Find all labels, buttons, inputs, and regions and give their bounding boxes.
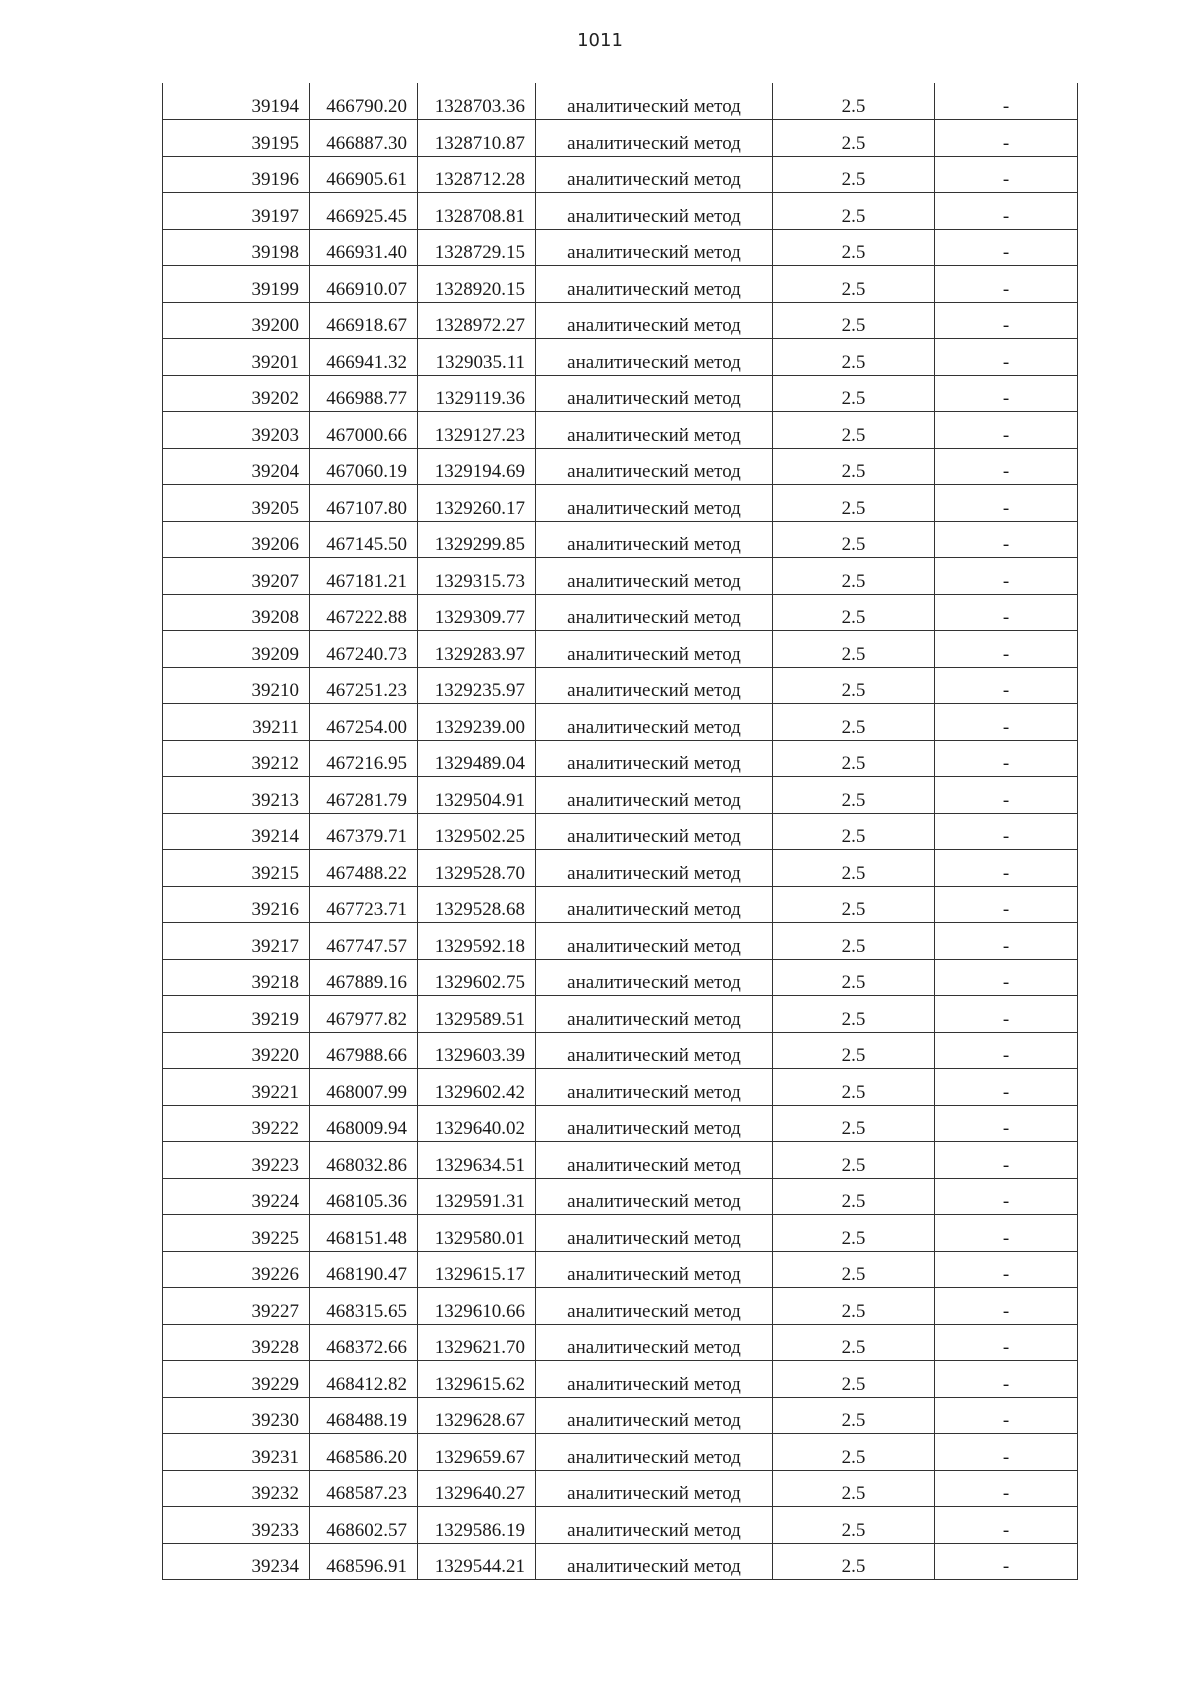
- accuracy-cell: 2.5: [773, 266, 935, 303]
- table-body: [163, 83, 1078, 1580]
- point-number-cell: 39234: [163, 1543, 310, 1580]
- point-number-cell: 39201: [163, 339, 310, 376]
- y-coordinate-cell: 1329528.70: [418, 850, 536, 887]
- method-cell: аналитический метод: [536, 667, 773, 704]
- point-number-cell: 39219: [163, 996, 310, 1033]
- y-coordinate-cell: 1329309.77: [418, 594, 536, 631]
- x-coordinate-cell: 468007.99: [310, 1069, 418, 1106]
- y-coordinate-cell: 1329239.00: [418, 704, 536, 741]
- table-row: [163, 558, 1078, 595]
- x-coordinate-cell: 466790.20: [310, 83, 418, 120]
- table-row: [163, 485, 1078, 522]
- accuracy-cell: 2.5: [773, 302, 935, 339]
- table-row: [163, 229, 1078, 266]
- method-cell: аналитический метод: [536, 996, 773, 1033]
- point-number-cell: 39233: [163, 1507, 310, 1544]
- method-cell: аналитический метод: [536, 1251, 773, 1288]
- table-row: [163, 266, 1078, 303]
- table-row: [163, 412, 1078, 449]
- x-coordinate-cell: 468586.20: [310, 1434, 418, 1471]
- x-coordinate-cell: 466931.40: [310, 229, 418, 266]
- y-coordinate-cell: 1328729.15: [418, 229, 536, 266]
- accuracy-cell: 2.5: [773, 1142, 935, 1179]
- y-coordinate-cell: 1329035.11: [418, 339, 536, 376]
- y-coordinate-cell: 1329586.19: [418, 1507, 536, 1544]
- accuracy-cell: 2.5: [773, 594, 935, 631]
- x-coordinate-cell: 468315.65: [310, 1288, 418, 1325]
- table-row: [163, 1105, 1078, 1142]
- description-cell: -: [935, 83, 1078, 120]
- accuracy-cell: 2.5: [773, 996, 935, 1033]
- description-cell: -: [935, 120, 1078, 157]
- accuracy-cell: 2.5: [773, 448, 935, 485]
- accuracy-cell: 2.5: [773, 1215, 935, 1252]
- description-cell: -: [935, 193, 1078, 230]
- description-cell: -: [935, 1215, 1078, 1252]
- x-coordinate-cell: 468105.36: [310, 1178, 418, 1215]
- y-coordinate-cell: 1329528.68: [418, 886, 536, 923]
- y-coordinate-cell: 1329299.85: [418, 521, 536, 558]
- method-cell: аналитический метод: [536, 1543, 773, 1580]
- accuracy-cell: 2.5: [773, 1470, 935, 1507]
- description-cell: -: [935, 1288, 1078, 1325]
- y-coordinate-cell: 1328972.27: [418, 302, 536, 339]
- method-cell: аналитический метод: [536, 1105, 773, 1142]
- y-coordinate-cell: 1328920.15: [418, 266, 536, 303]
- method-cell: аналитический метод: [536, 339, 773, 376]
- page-number: 1011: [577, 30, 623, 51]
- accuracy-cell: 2.5: [773, 229, 935, 266]
- accuracy-cell: 2.5: [773, 1178, 935, 1215]
- x-coordinate-cell: 466918.67: [310, 302, 418, 339]
- point-number-cell: 39224: [163, 1178, 310, 1215]
- accuracy-cell: 2.5: [773, 339, 935, 376]
- table-row: [163, 83, 1078, 120]
- x-coordinate-cell: 468587.23: [310, 1470, 418, 1507]
- point-number-cell: 39213: [163, 777, 310, 814]
- description-cell: -: [935, 266, 1078, 303]
- y-coordinate-cell: 1329602.75: [418, 959, 536, 996]
- y-coordinate-cell: 1329589.51: [418, 996, 536, 1033]
- method-cell: аналитический метод: [536, 740, 773, 777]
- method-cell: аналитический метод: [536, 704, 773, 741]
- method-cell: аналитический метод: [536, 485, 773, 522]
- x-coordinate-cell: 467251.23: [310, 667, 418, 704]
- method-cell: аналитический метод: [536, 631, 773, 668]
- accuracy-cell: 2.5: [773, 1507, 935, 1544]
- x-coordinate-cell: 467889.16: [310, 959, 418, 996]
- method-cell: аналитический метод: [536, 375, 773, 412]
- x-coordinate-cell: 467254.00: [310, 704, 418, 741]
- accuracy-cell: 2.5: [773, 120, 935, 157]
- accuracy-cell: 2.5: [773, 485, 935, 522]
- description-cell: -: [935, 996, 1078, 1033]
- description-cell: -: [935, 1434, 1078, 1471]
- table-row: [163, 1251, 1078, 1288]
- point-number-cell: 39228: [163, 1324, 310, 1361]
- table-row: [163, 193, 1078, 230]
- x-coordinate-cell: 467222.88: [310, 594, 418, 631]
- accuracy-cell: 2.5: [773, 886, 935, 923]
- accuracy-cell: 2.5: [773, 1069, 935, 1106]
- description-cell: -: [935, 1507, 1078, 1544]
- table-row: [163, 339, 1078, 376]
- x-coordinate-cell: 468488.19: [310, 1397, 418, 1434]
- accuracy-cell: 2.5: [773, 1434, 935, 1471]
- point-number-cell: 39209: [163, 631, 310, 668]
- method-cell: аналитический метод: [536, 266, 773, 303]
- method-cell: аналитический метод: [536, 1142, 773, 1179]
- method-cell: аналитический метод: [536, 1361, 773, 1398]
- table-row: [163, 1178, 1078, 1215]
- accuracy-cell: 2.5: [773, 1361, 935, 1398]
- table-row: [163, 120, 1078, 157]
- x-coordinate-cell: 468602.57: [310, 1507, 418, 1544]
- accuracy-cell: 2.5: [773, 193, 935, 230]
- y-coordinate-cell: 1329640.27: [418, 1470, 536, 1507]
- accuracy-cell: 2.5: [773, 375, 935, 412]
- point-number-cell: 39225: [163, 1215, 310, 1252]
- y-coordinate-cell: 1329119.36: [418, 375, 536, 412]
- x-coordinate-cell: 467145.50: [310, 521, 418, 558]
- method-cell: аналитический метод: [536, 1434, 773, 1471]
- point-number-cell: 39220: [163, 1032, 310, 1069]
- x-coordinate-cell: 468009.94: [310, 1105, 418, 1142]
- x-coordinate-cell: 468372.66: [310, 1324, 418, 1361]
- x-coordinate-cell: 467060.19: [310, 448, 418, 485]
- table-row: [163, 667, 1078, 704]
- accuracy-cell: 2.5: [773, 1032, 935, 1069]
- method-cell: аналитический метод: [536, 1470, 773, 1507]
- y-coordinate-cell: 1329621.70: [418, 1324, 536, 1361]
- point-number-cell: 39207: [163, 558, 310, 595]
- method-cell: аналитический метод: [536, 923, 773, 960]
- y-coordinate-cell: 1329603.39: [418, 1032, 536, 1069]
- x-coordinate-cell: 467181.21: [310, 558, 418, 595]
- point-number-cell: 39222: [163, 1105, 310, 1142]
- accuracy-cell: 2.5: [773, 704, 935, 741]
- table-row: [163, 1470, 1078, 1507]
- point-number-cell: 39197: [163, 193, 310, 230]
- table-row: [163, 448, 1078, 485]
- method-cell: аналитический метод: [536, 448, 773, 485]
- description-cell: -: [935, 1543, 1078, 1580]
- description-cell: -: [935, 485, 1078, 522]
- point-number-cell: 39199: [163, 266, 310, 303]
- point-number-cell: 39227: [163, 1288, 310, 1325]
- description-cell: -: [935, 1142, 1078, 1179]
- table-row: [163, 923, 1078, 960]
- y-coordinate-cell: 1329580.01: [418, 1215, 536, 1252]
- y-coordinate-cell: 1329628.67: [418, 1397, 536, 1434]
- accuracy-cell: 2.5: [773, 83, 935, 120]
- description-cell: -: [935, 521, 1078, 558]
- description-cell: -: [935, 886, 1078, 923]
- x-coordinate-cell: 467988.66: [310, 1032, 418, 1069]
- method-cell: аналитический метод: [536, 777, 773, 814]
- description-cell: -: [935, 1032, 1078, 1069]
- method-cell: аналитический метод: [536, 1324, 773, 1361]
- x-coordinate-cell: 466988.77: [310, 375, 418, 412]
- point-number-cell: 39205: [163, 485, 310, 522]
- y-coordinate-cell: 1329591.31: [418, 1178, 536, 1215]
- method-cell: аналитический метод: [536, 1215, 773, 1252]
- table-row: [163, 1324, 1078, 1361]
- y-coordinate-cell: 1329504.91: [418, 777, 536, 814]
- accuracy-cell: 2.5: [773, 667, 935, 704]
- x-coordinate-cell: 467216.95: [310, 740, 418, 777]
- point-number-cell: 39206: [163, 521, 310, 558]
- accuracy-cell: 2.5: [773, 558, 935, 595]
- description-cell: -: [935, 1178, 1078, 1215]
- table-row: [163, 1507, 1078, 1544]
- y-coordinate-cell: 1329659.67: [418, 1434, 536, 1471]
- table-row: [163, 375, 1078, 412]
- y-coordinate-cell: 1329640.02: [418, 1105, 536, 1142]
- description-cell: -: [935, 229, 1078, 266]
- accuracy-cell: 2.5: [773, 1251, 935, 1288]
- accuracy-cell: 2.5: [773, 850, 935, 887]
- description-cell: -: [935, 959, 1078, 996]
- description-cell: -: [935, 631, 1078, 668]
- point-number-cell: 39202: [163, 375, 310, 412]
- point-number-cell: 39210: [163, 667, 310, 704]
- point-number-cell: 39198: [163, 229, 310, 266]
- table-row: [163, 777, 1078, 814]
- method-cell: аналитический метод: [536, 1397, 773, 1434]
- description-cell: -: [935, 1361, 1078, 1398]
- x-coordinate-cell: 466887.30: [310, 120, 418, 157]
- table-row: [163, 521, 1078, 558]
- y-coordinate-cell: 1328710.87: [418, 120, 536, 157]
- point-number-cell: 39204: [163, 448, 310, 485]
- x-coordinate-cell: 468032.86: [310, 1142, 418, 1179]
- method-cell: аналитический метод: [536, 193, 773, 230]
- description-cell: -: [935, 704, 1078, 741]
- table-row: [163, 594, 1078, 631]
- point-number-cell: 39195: [163, 120, 310, 157]
- accuracy-cell: 2.5: [773, 813, 935, 850]
- accuracy-cell: 2.5: [773, 959, 935, 996]
- coordinates-table: [162, 83, 1078, 1580]
- method-cell: аналитический метод: [536, 83, 773, 120]
- method-cell: аналитический метод: [536, 1032, 773, 1069]
- method-cell: аналитический метод: [536, 850, 773, 887]
- accuracy-cell: 2.5: [773, 156, 935, 193]
- table-row: [163, 302, 1078, 339]
- y-coordinate-cell: 1328712.28: [418, 156, 536, 193]
- description-cell: -: [935, 1069, 1078, 1106]
- accuracy-cell: 2.5: [773, 631, 935, 668]
- table-row: [163, 850, 1078, 887]
- y-coordinate-cell: 1329610.66: [418, 1288, 536, 1325]
- x-coordinate-cell: 468412.82: [310, 1361, 418, 1398]
- description-cell: -: [935, 1324, 1078, 1361]
- description-cell: -: [935, 412, 1078, 449]
- table-row: [163, 1142, 1078, 1179]
- coordinates-table-container: [162, 83, 1077, 1580]
- x-coordinate-cell: 466910.07: [310, 266, 418, 303]
- x-coordinate-cell: 468190.47: [310, 1251, 418, 1288]
- x-coordinate-cell: 467379.71: [310, 813, 418, 850]
- y-coordinate-cell: 1328708.81: [418, 193, 536, 230]
- description-cell: -: [935, 1397, 1078, 1434]
- point-number-cell: 39221: [163, 1069, 310, 1106]
- y-coordinate-cell: 1329235.97: [418, 667, 536, 704]
- point-number-cell: 39216: [163, 886, 310, 923]
- description-cell: -: [935, 302, 1078, 339]
- method-cell: аналитический метод: [536, 156, 773, 193]
- accuracy-cell: 2.5: [773, 923, 935, 960]
- description-cell: -: [935, 850, 1078, 887]
- point-number-cell: 39218: [163, 959, 310, 996]
- table-row: [163, 156, 1078, 193]
- table-row: [163, 886, 1078, 923]
- method-cell: аналитический метод: [536, 959, 773, 996]
- point-number-cell: 39212: [163, 740, 310, 777]
- y-coordinate-cell: 1329127.23: [418, 412, 536, 449]
- y-coordinate-cell: 1329260.17: [418, 485, 536, 522]
- table-row: [163, 740, 1078, 777]
- y-coordinate-cell: 1329502.25: [418, 813, 536, 850]
- method-cell: аналитический метод: [536, 229, 773, 266]
- y-coordinate-cell: 1329615.62: [418, 1361, 536, 1398]
- y-coordinate-cell: 1329544.21: [418, 1543, 536, 1580]
- table-row: [163, 959, 1078, 996]
- method-cell: аналитический метод: [536, 412, 773, 449]
- x-coordinate-cell: 467107.80: [310, 485, 418, 522]
- point-number-cell: 39230: [163, 1397, 310, 1434]
- accuracy-cell: 2.5: [773, 1288, 935, 1325]
- accuracy-cell: 2.5: [773, 740, 935, 777]
- description-cell: -: [935, 594, 1078, 631]
- method-cell: аналитический метод: [536, 1069, 773, 1106]
- x-coordinate-cell: 466925.45: [310, 193, 418, 230]
- accuracy-cell: 2.5: [773, 1324, 935, 1361]
- point-number-cell: 39217: [163, 923, 310, 960]
- table-row: [163, 1543, 1078, 1580]
- description-cell: -: [935, 1251, 1078, 1288]
- point-number-cell: 39211: [163, 704, 310, 741]
- x-coordinate-cell: 467281.79: [310, 777, 418, 814]
- method-cell: аналитический метод: [536, 1507, 773, 1544]
- accuracy-cell: 2.5: [773, 412, 935, 449]
- table-row: [163, 1032, 1078, 1069]
- table-row: [163, 704, 1078, 741]
- table-row: [163, 1361, 1078, 1398]
- y-coordinate-cell: 1329602.42: [418, 1069, 536, 1106]
- x-coordinate-cell: 466905.61: [310, 156, 418, 193]
- x-coordinate-cell: 467977.82: [310, 996, 418, 1033]
- table-row: [163, 631, 1078, 668]
- y-coordinate-cell: 1329615.17: [418, 1251, 536, 1288]
- description-cell: -: [935, 740, 1078, 777]
- method-cell: аналитический метод: [536, 813, 773, 850]
- x-coordinate-cell: 467488.22: [310, 850, 418, 887]
- point-number-cell: 39194: [163, 83, 310, 120]
- y-coordinate-cell: 1329315.73: [418, 558, 536, 595]
- description-cell: -: [935, 156, 1078, 193]
- description-cell: -: [935, 923, 1078, 960]
- point-number-cell: 39196: [163, 156, 310, 193]
- method-cell: аналитический метод: [536, 1288, 773, 1325]
- point-number-cell: 39229: [163, 1361, 310, 1398]
- x-coordinate-cell: 468596.91: [310, 1543, 418, 1580]
- method-cell: аналитический метод: [536, 594, 773, 631]
- point-number-cell: 39223: [163, 1142, 310, 1179]
- table-row: [163, 996, 1078, 1033]
- table-row: [163, 1434, 1078, 1471]
- description-cell: -: [935, 375, 1078, 412]
- table-row: [163, 1069, 1078, 1106]
- point-number-cell: 39232: [163, 1470, 310, 1507]
- table-row: [163, 813, 1078, 850]
- x-coordinate-cell: 467723.71: [310, 886, 418, 923]
- method-cell: аналитический метод: [536, 886, 773, 923]
- point-number-cell: 39214: [163, 813, 310, 850]
- x-coordinate-cell: 468151.48: [310, 1215, 418, 1252]
- description-cell: -: [935, 813, 1078, 850]
- description-cell: -: [935, 1470, 1078, 1507]
- x-coordinate-cell: 467747.57: [310, 923, 418, 960]
- description-cell: -: [935, 448, 1078, 485]
- x-coordinate-cell: 467000.66: [310, 412, 418, 449]
- accuracy-cell: 2.5: [773, 777, 935, 814]
- description-cell: -: [935, 667, 1078, 704]
- table-row: [163, 1215, 1078, 1252]
- x-coordinate-cell: 466941.32: [310, 339, 418, 376]
- y-coordinate-cell: 1329489.04: [418, 740, 536, 777]
- y-coordinate-cell: 1329283.97: [418, 631, 536, 668]
- method-cell: аналитический метод: [536, 302, 773, 339]
- y-coordinate-cell: 1328703.36: [418, 83, 536, 120]
- point-number-cell: 39226: [163, 1251, 310, 1288]
- description-cell: -: [935, 558, 1078, 595]
- description-cell: -: [935, 339, 1078, 376]
- table-row: [163, 1397, 1078, 1434]
- point-number-cell: 39231: [163, 1434, 310, 1471]
- y-coordinate-cell: 1329592.18: [418, 923, 536, 960]
- method-cell: аналитический метод: [536, 521, 773, 558]
- point-number-cell: 39208: [163, 594, 310, 631]
- accuracy-cell: 2.5: [773, 1105, 935, 1142]
- description-cell: -: [935, 777, 1078, 814]
- accuracy-cell: 2.5: [773, 1397, 935, 1434]
- accuracy-cell: 2.5: [773, 1543, 935, 1580]
- method-cell: аналитический метод: [536, 1178, 773, 1215]
- y-coordinate-cell: 1329194.69: [418, 448, 536, 485]
- method-cell: аналитический метод: [536, 120, 773, 157]
- description-cell: -: [935, 1105, 1078, 1142]
- accuracy-cell: 2.5: [773, 521, 935, 558]
- point-number-cell: 39203: [163, 412, 310, 449]
- x-coordinate-cell: 467240.73: [310, 631, 418, 668]
- table-row: [163, 1288, 1078, 1325]
- point-number-cell: 39200: [163, 302, 310, 339]
- y-coordinate-cell: 1329634.51: [418, 1142, 536, 1179]
- method-cell: аналитический метод: [536, 558, 773, 595]
- point-number-cell: 39215: [163, 850, 310, 887]
